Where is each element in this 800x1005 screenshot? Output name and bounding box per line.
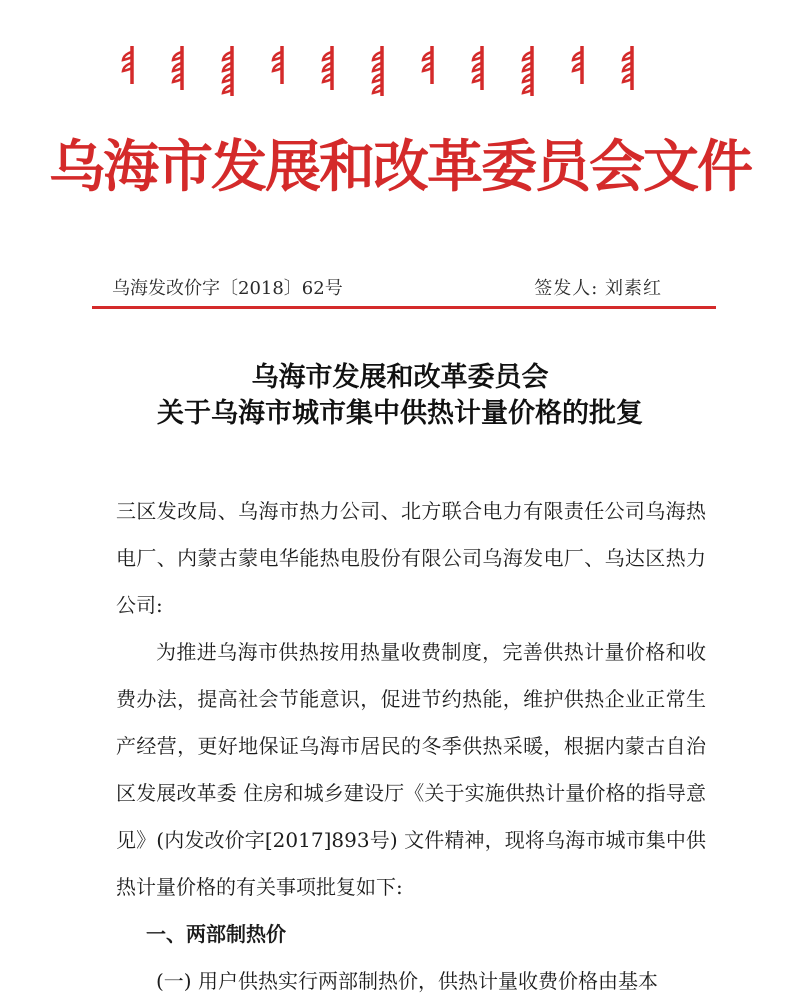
addressees: 三区发改局、乌海市热力公司、北方联合电力有限责任公司乌海热电厂、内蒙古蒙电华能热电股份有限公司乌海发电厂、乌达区热力公司:: [116, 499, 706, 617]
mongolian-glyph: [323, 46, 332, 90]
mongolian-glyph: [223, 46, 232, 96]
mongolian-glyph: [473, 46, 482, 90]
mongolian-glyph: [523, 46, 532, 96]
document-title: 乌海市发展和改革委员会文件: [49, 135, 751, 200]
signer: 签发人: 刘素红: [534, 278, 662, 299]
section-heading: 一、两部制热价: [146, 922, 286, 946]
body-paragraph: (一) 用户供热实行两部制热价，供热计量收费价格由基本: [156, 969, 658, 993]
subject-line-1: 乌海市发展和改革委员会: [251, 362, 549, 393]
mongolian-script-header: [120, 40, 680, 106]
mongolian-glyph: [573, 46, 582, 84]
red-divider: [92, 306, 716, 309]
mongolian-glyph: [623, 46, 632, 90]
mongolian-glyph: [273, 46, 282, 84]
document-body: [116, 488, 706, 1005]
mongolian-glyph: [123, 46, 132, 84]
document-subject: [0, 360, 800, 432]
mongolian-glyph: [173, 46, 182, 90]
mongolian-script-graphic: [120, 40, 680, 106]
document-meta: [112, 270, 692, 304]
mongolian-glyph: [423, 46, 432, 84]
mongolian-glyph: [373, 46, 382, 96]
body-paragraph: 为推进乌海市供热按用热量收费制度，完善供热计量价格和收费办法，提高社会节能意识，促进节约热能，维护供热企业正常生产经营，更好地保证乌海市居民的冬季供热采暖，根据内蒙古自治区发展改革委 住房和城乡建设厅《关于实施供热计量价格的指导意见》(内发改价字[2017]893号) 文件精神，现将乌海市城市集中供热计量价格的有关事项批复如下:: [116, 640, 706, 899]
subject-line-2: 关于乌海市城市集中供热计量价格的批复: [157, 398, 643, 429]
document-number: 乌海发改价字〔2018〕62号: [112, 278, 343, 299]
